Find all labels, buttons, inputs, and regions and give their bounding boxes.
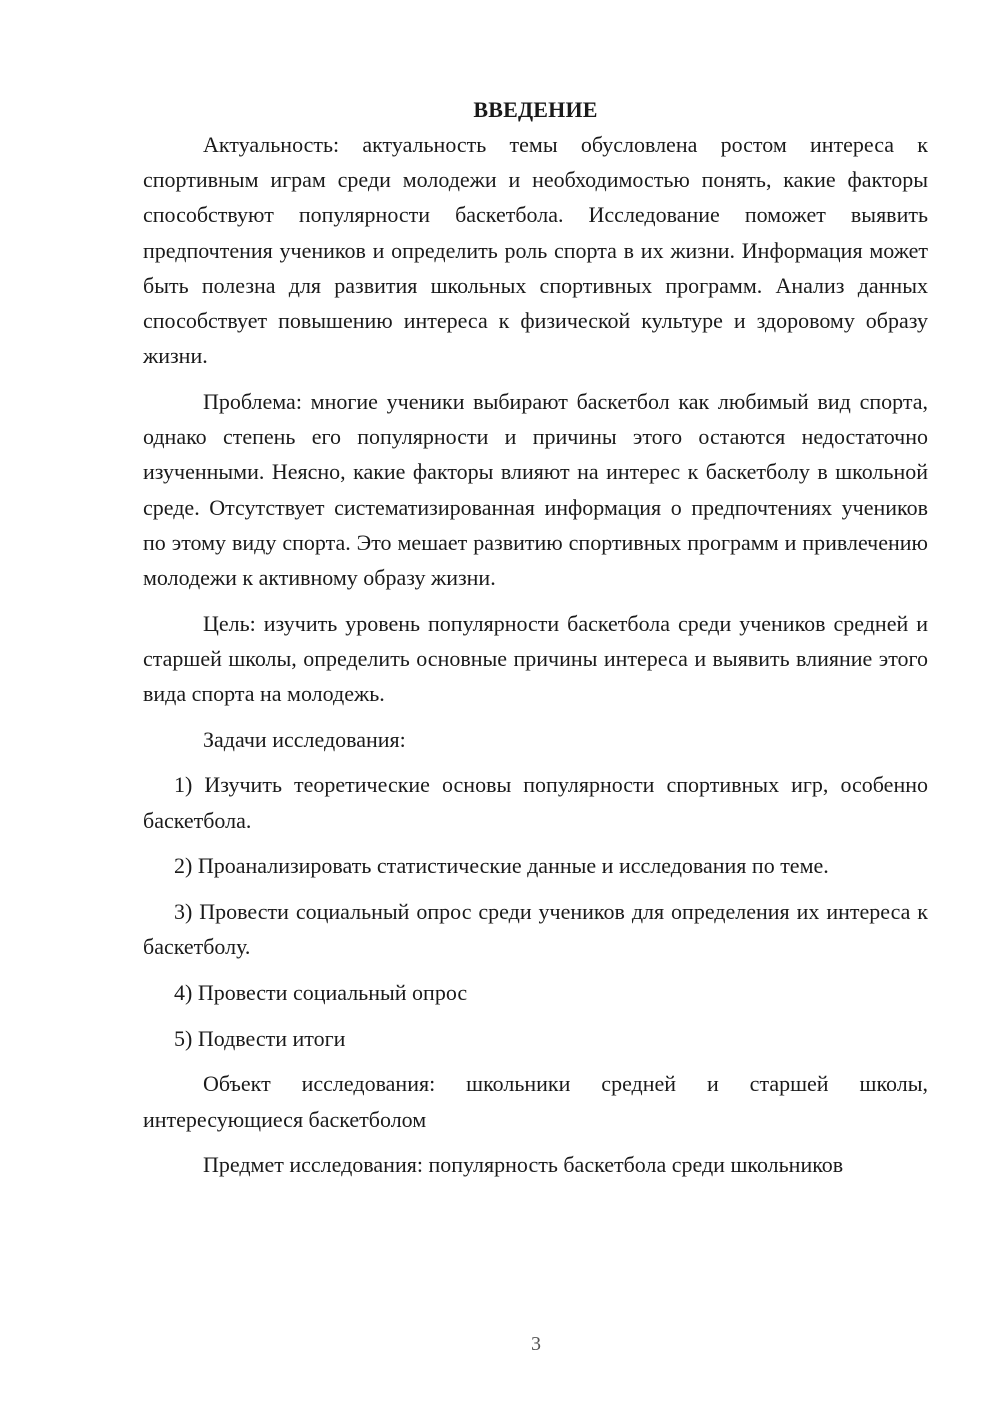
task-item-4: 4) Провести социальный опрос <box>174 979 468 1005</box>
goal-paragraph: Цель: изучить уровень популярности баскетбола среди учеников средней и старшей школы, определить основные причины интереса и выявить влияние этого вида спорта на молодежь. <box>143 610 928 707</box>
relevance-paragraph: Актуальность: актуальность темы обусловлена ростом интереса к спортивным играм среди молодежи и необходимостью понять, какие факторы способствуют популярности баскетбола. Исследование поможет выявить предпочтения учеников и определить роль спорта в их жизни. Информация может быть полезна для развития школьных спортивных программ. Анализ данных способствует повышению интереса к физической культуре и здоровому образу жизни. <box>143 132 928 369</box>
document-page <box>143 92 928 1182</box>
task-item-5: 5) Подвести итоги <box>174 1025 346 1051</box>
task-item-1: 1) Изучить теоретические основы популярности спортивных игр, особенно баскетбола. <box>143 772 928 833</box>
problem-paragraph: Проблема: многие ученики выбирают баскетбол как любимый вид спорта, однако степень его популярности и причины этого остаются недостаточно изученными. Неясно, какие факторы влияют на интерес к баскетболу в школьной среде. Отсутствует систематизированная информация о предпочтениях учеников по этому виду спорта. Это мешает развитию спортивных программ и привлечению молодежи к активному образу жизни. <box>143 388 928 590</box>
tasks-heading: Задачи исследования: <box>203 726 406 752</box>
task-item-3: 3) Провести социальный опрос среди учеников для определения их интереса к баскетболу. <box>143 899 928 960</box>
object-paragraph: Объект исследования: школьники средней и старшей школы, интересующиеся баскетболом <box>143 1071 928 1132</box>
page-title: ВВЕДЕНИЕ <box>473 97 598 122</box>
task-item-2: 2) Проанализировать статистические данные и исследования по теме. <box>174 853 829 879</box>
subject-paragraph: Предмет исследования: популярность баскетбола среди школьников <box>203 1152 844 1178</box>
page-number: 3 <box>531 1333 541 1355</box>
